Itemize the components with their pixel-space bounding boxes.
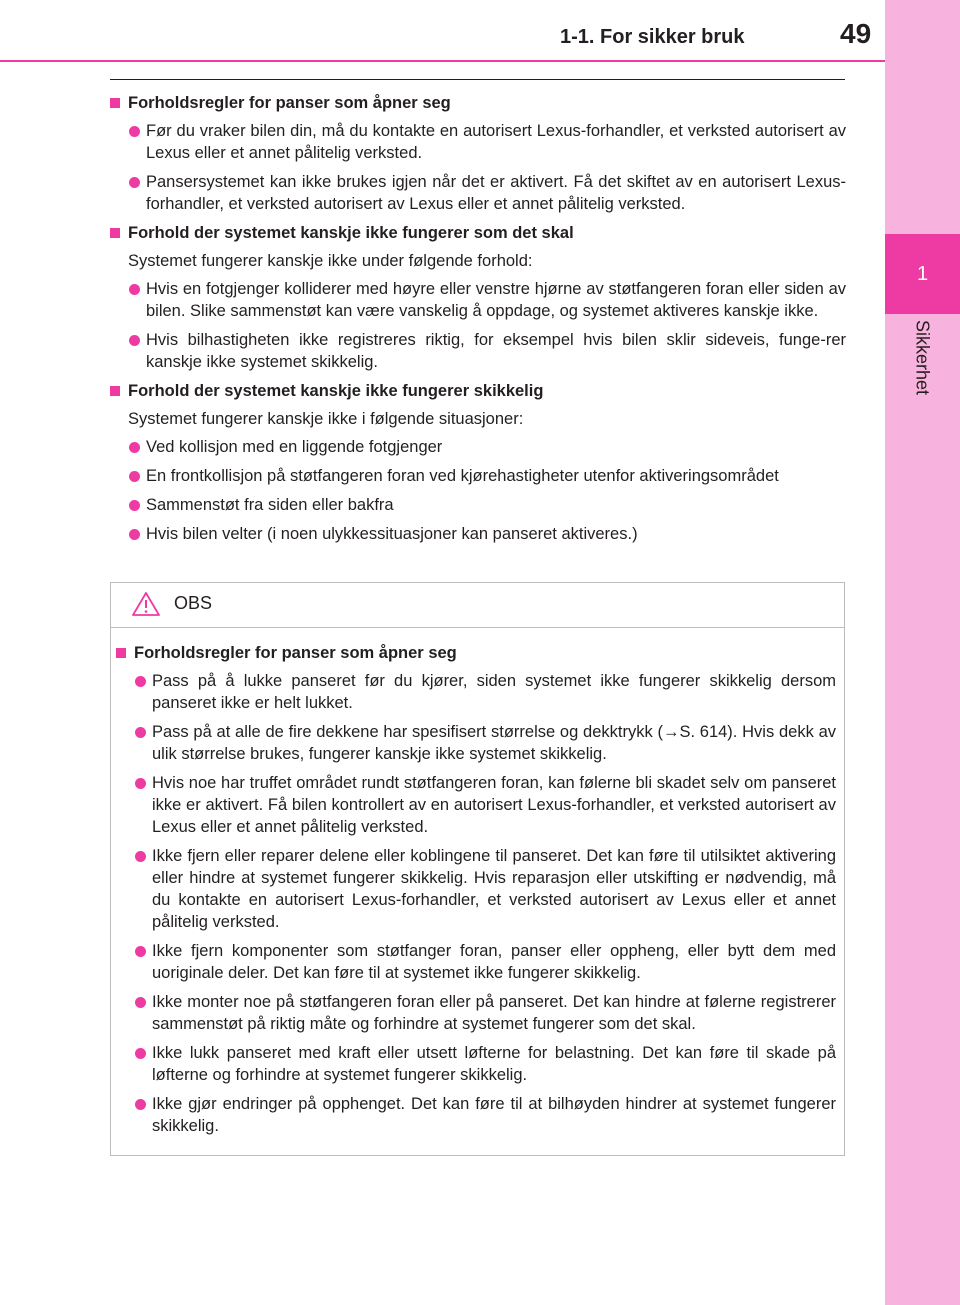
pink-dot-icon [129,529,140,540]
list-item-text: En frontkollisjon på støtfangeren foran ved kjørehastigheter utenfor aktiveringsområdet [146,467,779,485]
pink-dot-icon [135,946,146,957]
pink-dot-icon [129,177,140,188]
section-heading [110,92,846,114]
pink-square-icon [110,386,120,396]
list-item-text: Ikke fjern eller reparer delene eller koblingene til panseret. Det kan føre til utilsiktet aktivering eller hindre at systemet fungerer skikkelig. Hvis reparasjon eller utskifting er nødvendig, må du kontakte en autorisert Lexus-forhandler, et verksted autorisert av Lexus eller et annet pålitelig verksted. [152,847,836,931]
list-item [110,120,846,164]
caution-header [111,583,844,628]
chapter-sidebar [885,0,960,1305]
pink-dot-icon [129,442,140,453]
page-number: 49 [840,18,872,49]
list-item [110,523,846,545]
pink-dot-icon [129,284,140,295]
pink-dot-icon [129,471,140,482]
section-heading-text: Forhold der systemet kanskje ikke fungerer som det skal [128,224,574,242]
list-item [116,772,836,838]
chapter-number: 1 [916,262,929,285]
top-rule [110,79,845,80]
list-item [116,670,836,714]
list-item-text: Hvis en fotgjenger kolliderer med høyre eller venstre hjørne av støtfangeren foran eller siden av bilen. Slike sammenstøt kan være vanskelig å oppdage, og systemet aktiveres kanskje ikke. [146,280,846,320]
running-header-section: 1-1. For sikker bruk [560,26,745,48]
pink-dot-icon [135,1048,146,1059]
list-item [116,940,836,984]
list-item-text: Sammenstøt fra siden eller bakfra [146,496,394,514]
list-item [116,991,836,1035]
chapter-title: Sikkerhet [912,320,933,396]
pink-dot-icon [135,676,146,687]
list-item-text: Før du vraker bilen din, må du kontakte en autorisert Lexus-forhandler, et verksted autorisert av Lexus eller et annet pålitelig verksted. [146,122,846,162]
pink-dot-icon [129,335,140,346]
pink-square-icon [110,98,120,108]
list-item-text: Hvis noe har truffet området rundt støtfangeren foran, kan følerne bli skadet selv om panseret ikke er aktivert. Få bilen kontrollert av en autorisert Lexus-forhandler, et verksted autorisert av Lexus eller et annet pålitelig verksted. [152,774,836,836]
caution-heading-text: Forholdsregler for panser som åpner seg [134,644,457,662]
chapter-number-tab [885,234,960,314]
list-item [116,1042,836,1086]
pink-square-icon [110,228,120,238]
list-item-text: Hvis bilhastigheten ikke registreres riktig, for eksempel hvis bilen sklir sideveis, funge-rer kanskje ikke systemet skikkelig. [146,331,846,371]
list-item-text: Hvis bilen velter (i noen ulykkessituasjoner kan panseret aktiveres.) [146,525,638,543]
list-item [116,721,836,765]
list-item-text: Pass på at alle de fire dekkene har spesifisert størrelse og dekktrykk (→S. 614). Hvis dekk av ulik størrelse brukes, fungerer kanskje ikke systemet skikkelig. [152,723,836,763]
list-item [110,436,846,458]
section-heading [110,380,846,402]
section-heading-text: Forholdsregler for panser som åpner seg [128,94,451,112]
list-item [110,278,846,322]
list-item-text: Ved kollisjon med en liggende fotgjenger [146,438,443,456]
list-item [110,494,846,516]
section-heading [110,222,846,244]
main-content [110,92,846,552]
pink-square-icon [116,648,126,658]
pink-dot-icon [135,997,146,1008]
pink-dot-icon [135,1099,146,1110]
list-item [110,465,846,487]
list-item-text: Ikke fjern komponenter som støtfanger foran, panser eller oppheng, eller bytt dem med uoriginale deler. Det kan føre til at systemet ikke fungerer skikkelig. [152,942,836,982]
pink-dot-icon [129,126,140,137]
list-item [116,1093,836,1137]
list-item-text: Ikke lukk panseret med kraft eller utsett løfterne for belastning. Det kan føre til skade på løfterne og forhindre at systemet fungerer skikkelig. [152,1044,836,1084]
section-intro: Systemet fungerer kanskje ikke under følgende forhold: [128,252,533,270]
list-item-text: Pass på å lukke panseret før du kjører, siden systemet ikke fungerer skikkelig dersom panseret ikke er helt lukket. [152,672,836,712]
caution-heading [116,642,836,664]
list-item [116,845,836,933]
section-heading-text: Forhold der systemet kanskje ikke fungerer skikkelig [128,382,544,400]
warning-triangle-icon [131,591,161,622]
pink-dot-icon [135,851,146,862]
pink-dot-icon [129,500,140,511]
list-item-text: Ikke gjør endringer på opphenget. Det kan føre til at bilhøyden hindrer at systemet fungerer skikkelig. [152,1095,836,1135]
list-item-text: Pansersystemet kan ikke brukes igjen når det er aktivert. Få det skiftet av en autorisert Lexus-forhandler, et verksted autorisert av Lexus eller et annet pålitelig verksted. [146,173,846,213]
list-item [110,171,846,215]
list-item-text: Ikke monter noe på støtfangeren foran eller på panseret. Det kan hindre at følerne registrerer sammenstøt på riktig måte og forhindre at systemet fungerer som det skal. [152,993,836,1033]
pink-dot-icon [135,778,146,789]
caution-box [110,582,845,1156]
section-intro: Systemet fungerer kanskje ikke i følgende situasjoner: [128,410,524,428]
pink-dot-icon [135,727,146,738]
caution-body [111,628,844,1137]
list-item [110,329,846,373]
caution-label: OBS [174,593,213,613]
header-divider [0,60,885,62]
